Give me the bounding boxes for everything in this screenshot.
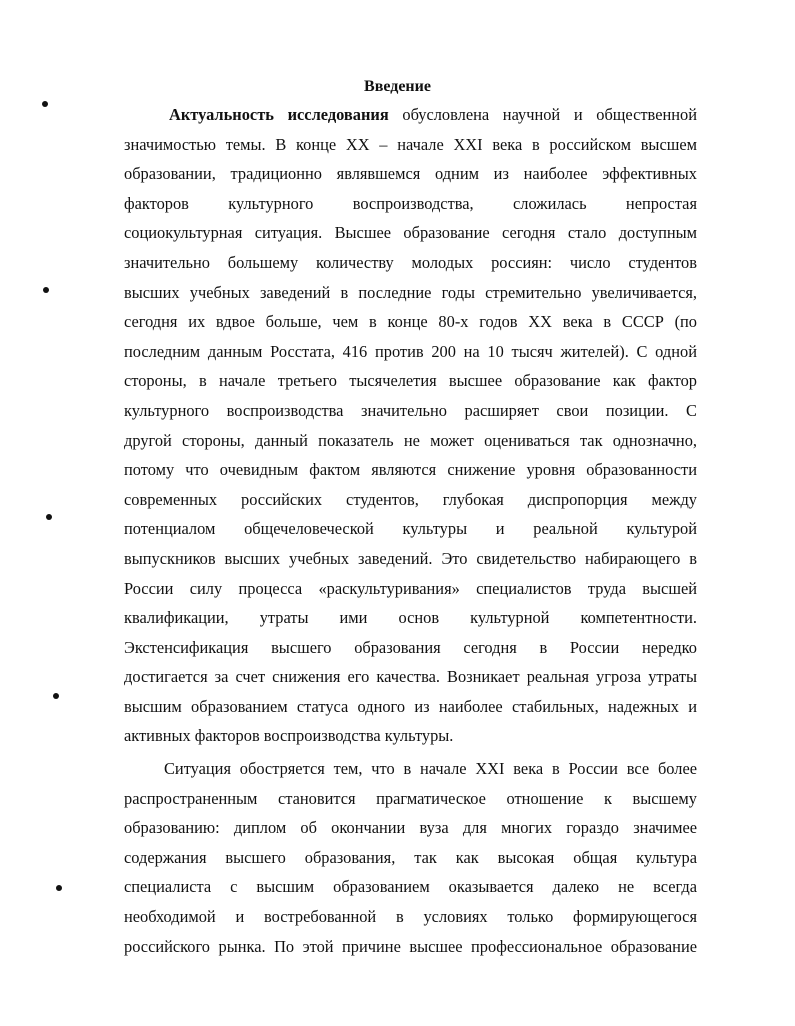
text-line: Ситуация обостряется тем, что в начале XXI века в России все более — [164, 759, 697, 778]
text-line: высших учебных заведений в последние годы стремительно увеличивается, — [124, 282, 697, 302]
text-line: Экстенсификация высшего образования сегодня в России нередко — [124, 637, 697, 657]
paragraph-relevance — [124, 100, 697, 751]
text-line: российского рынка. По этой причине высшее профессиональное образование — [124, 936, 697, 956]
text-line: необходимой и востребованной в условиях только формирующегося — [124, 906, 697, 926]
text-line: Актуальность исследования обусловлена научной и общественной — [169, 105, 697, 124]
section-title: Введение — [364, 78, 431, 95]
text-line: образованию: диплом об окончании вуза для многих гораздо значимее — [124, 818, 697, 838]
text-line: значимостью темы. В конце XX – начале XXI века в российском высшем — [124, 134, 697, 154]
text-line: высшим образованием статуса одного из наиболее стабильных, надежных и — [124, 696, 697, 716]
scan-dot — [53, 693, 59, 699]
text-line: специалиста с высшим образованием оказывается далеко не всегда — [124, 877, 697, 897]
text-line: распространенным становится прагматическое отношение к высшему — [124, 788, 697, 808]
scan-dot — [43, 287, 49, 293]
text-line: квалификации, утраты ими основ культурной компетентности. — [124, 608, 697, 628]
text-line: потенциалом общечеловеческой культуры и реальной культурой — [124, 519, 697, 539]
text-line: сегодня их вдвое больше, чем в конце 80-х годов XX века в СССР (по — [124, 312, 697, 332]
text-line: достигается за счет снижения его качества. Возникает реальная угроза утраты — [124, 667, 697, 687]
scan-dot — [56, 885, 62, 891]
text-line: России силу процесса «раскультуривания» специалистов труда высшей — [124, 578, 697, 598]
scan-dot — [46, 514, 52, 520]
text-line: современных российских студентов, глубокая диспропорция между — [124, 489, 697, 509]
text-line: культурного воспроизводства значительно расширяет свои позиции. С — [124, 400, 697, 420]
text-line: потому что очевидным фактом являются снижение уровня образованности — [124, 460, 697, 480]
text-line: содержания высшего образования, так как высокая общая культура — [124, 847, 697, 867]
text-line: стороны, в начале третьего тысячелетия высшее образование как фактор — [124, 371, 697, 391]
scan-dot — [42, 101, 48, 107]
text-line: социокультурная ситуация. Высшее образование сегодня стало доступным — [124, 223, 697, 243]
text-line: активных факторов воспроизводства культуры. — [124, 726, 454, 746]
text-line: образовании, традиционно являвшемся одним из наиболее эффективных — [124, 164, 697, 184]
text-line: факторов культурного воспроизводства, сложилась непростая — [124, 193, 697, 213]
text-line: значительно большему количеству молодых россиян: число студентов — [124, 252, 697, 272]
text-line: выпускников высших учебных заведений. Это свидетельство набирающего в — [124, 548, 697, 568]
text-line: другой стороны, данный показатель не может оцениваться так однозначно, — [124, 430, 697, 450]
text-line: последним данным Росстата, 416 против 200 на 10 тысяч жителей). С одной — [124, 341, 697, 361]
lead-bold-phrase: Актуальность исследования — [169, 105, 389, 124]
paragraph-situation — [124, 754, 697, 961]
